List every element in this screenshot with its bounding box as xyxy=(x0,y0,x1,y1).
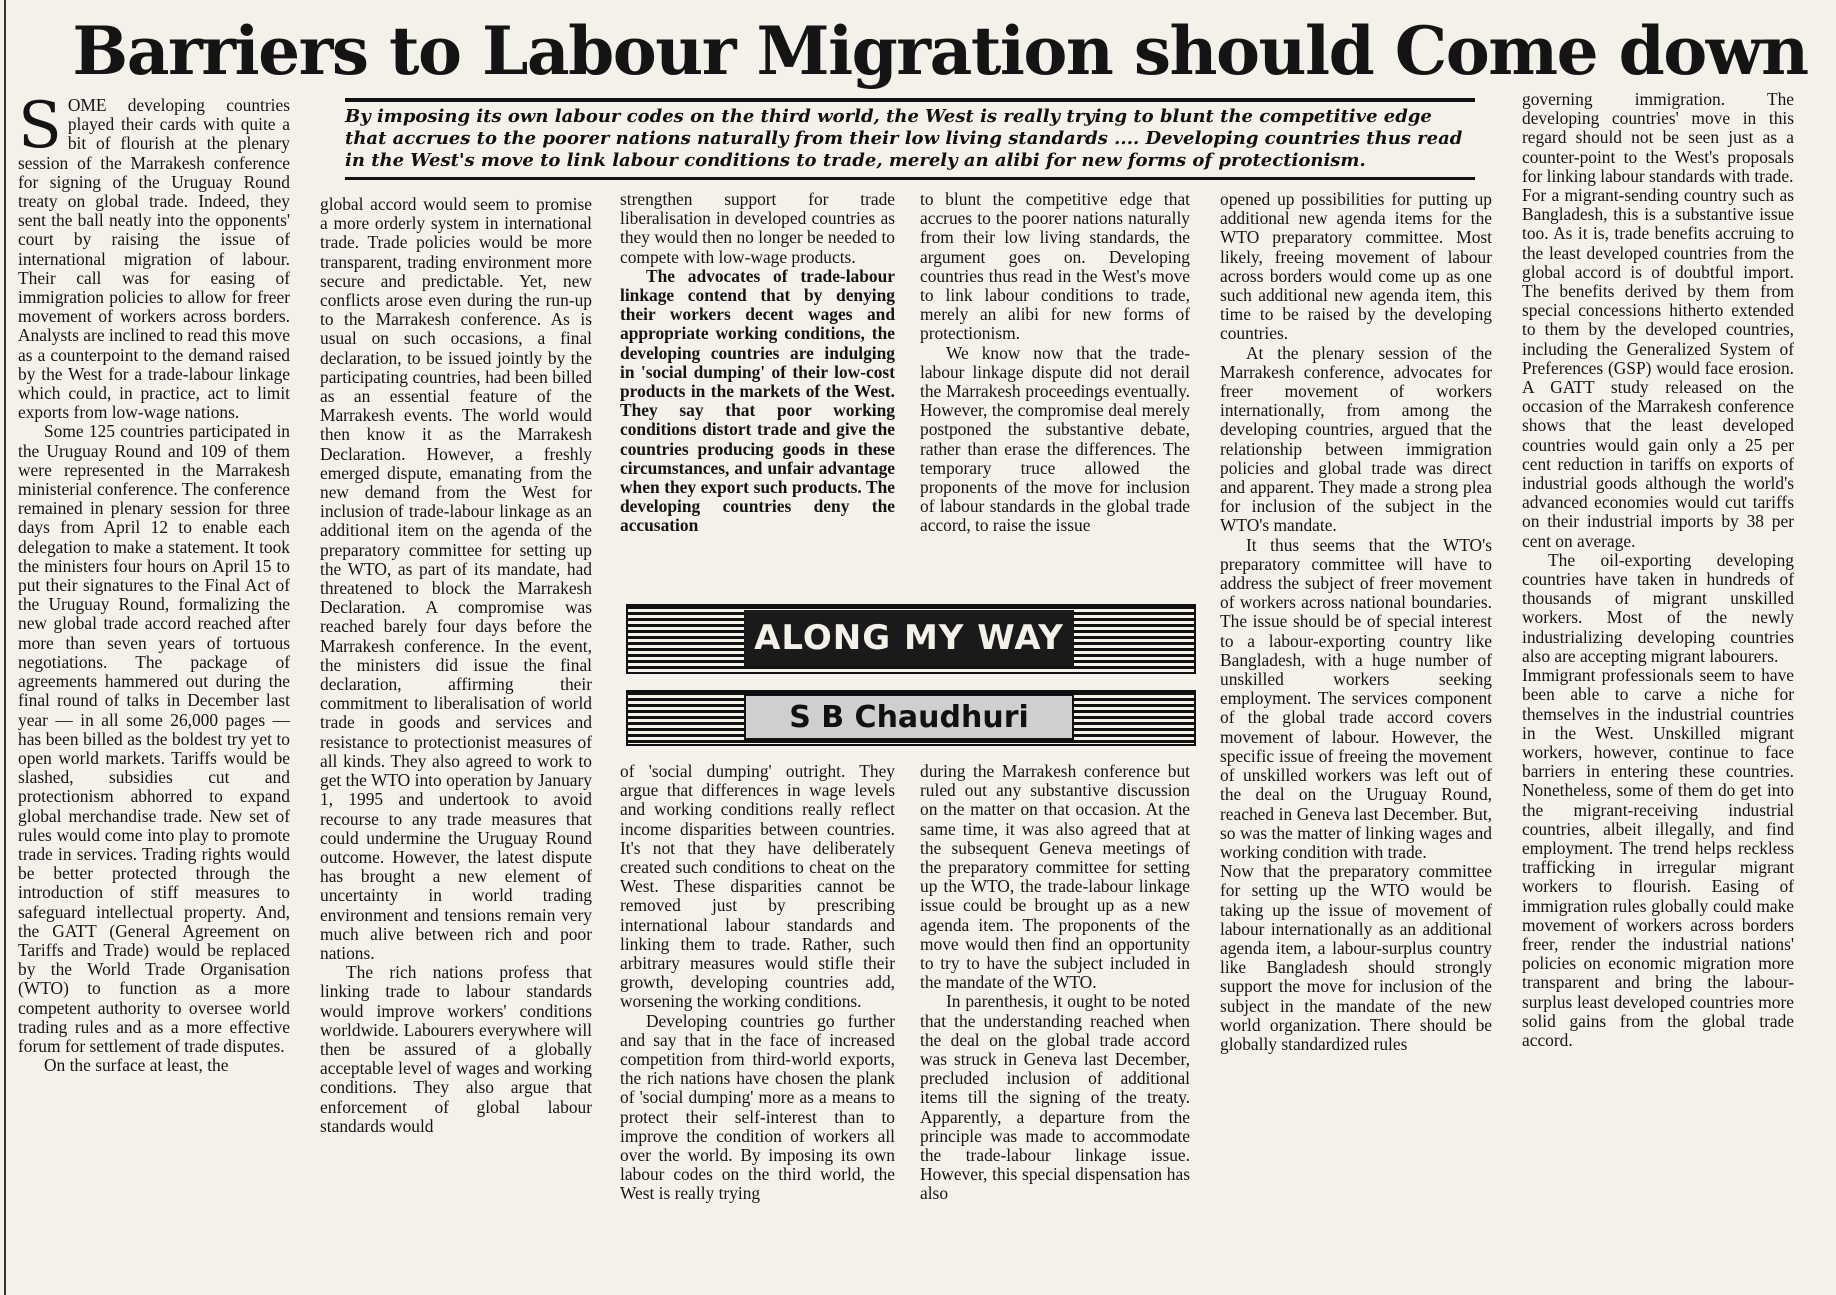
paragraph: Developing countries go further and say that in the face of increased competition from third-world exports, the rich nations have chosen the plank of 'social dumping' more as a means to protect their self-interest than to improve the condition of workers all over the world. By imposing its own labour codes on the third world, the West is really trying xyxy=(620,1010,895,1204)
article-column-5 xyxy=(1220,190,1492,1295)
paragraph: governing immigration. The developing countries' move in this regard should not be seen just as a counter-point to the West's proposals for linking labour standards with trade. xyxy=(1522,90,1794,186)
paragraph: The rich nations profess that linking trade to labour standards would improve workers' conditions worldwide. Labourers everywhere will then be assured of a globally acceptable level of wages and working conditions. They also argue that enforcement of global labour standards would xyxy=(320,962,592,1136)
author-byline: S B Chaudhuri xyxy=(744,694,1074,740)
article-column-4-bottom xyxy=(920,762,1190,1295)
lead-paragraph-text: OME developing countries played their cards with quite a bit of flourish at the plenary session of the Marrakesh conference for signing of the Uruguay Round treaty on global trade. Indeed, they sent the ball neatly into the opponents' court by raising the issue of international migration of labour. Their call was for easing of immigration policies to allow for freer movement of workers across borders. Analysts are inclined to read this move as a counterpoint to the demand raised by the West for a trade-labour linkage which could, in practice, act to limit exports from low-wage nations. xyxy=(18,96,290,423)
paragraph: The oil-exporting developing countries have taken in hundreds of thousands of migrant unskilled workers. Most of the newly industrializing developing countries also are accepting migrant labourers. xyxy=(1522,549,1794,666)
article-column-1 xyxy=(18,96,290,1295)
page-edge-rule xyxy=(4,0,6,1295)
paragraph: during the Marrakesh conference but ruled out any substantive discussion on the matter on that occasion. At the same time, it was also agreed that at the subsequent Geneva meetings of the preparatory committee for setting up the WTO, the trade-labour linkage issue could be brought up as a new agenda item. The proponents of the move would then find an opportunity to try to have the subject included in the mandate of the WTO. xyxy=(920,762,1190,993)
paragraph: The advocates of trade-labour linkage contend that by denying their workers decent wages and appropriate working conditions, the developing countries are indulging in 'social dumping' of their low-cost products in the markets of the West. They say that poor working conditions distort trade and give the countries producing goods in these circumstances, and unfair advantage when they export such products. The developing countries deny the accusation xyxy=(620,265,895,536)
paragraph: In parenthesis, it ought to be noted that the understanding reached when the deal on the global trade accord was struck in Geneva last December, precluded inclusion of additional items till the signing of the treaty. Apparently, a departure from the principle was made to accommodate the trade-labour linkage issue. However, this special dispensation has also xyxy=(920,991,1190,1204)
headline: Barriers to Labour Migration should Come down xyxy=(72,12,1808,90)
article-column-3-top xyxy=(620,190,895,582)
drop-cap: S xyxy=(18,96,62,163)
paragraph: Some 125 countries participated in the Uruguay Round and 109 of them were represented in the Marrakesh ministerial conference. The conference remained in plenary session for three days from April 12 to enable each delegation to make a statement. It took the ministers four hours on April 15 to put their signatures to the Final Act of the Uruguay Round, formalizing the new global trade accord reached after more than seven years of tortuous negotiations. The package of agreements hammered out during the final round of talks in December last year — in all some 26,000 pages — has been billed as the boldest try yet to open world markets. Tariffs would be slashed, subsidies cut and protectionism abhorred to expand global merchandise trade. New set of rules would come into play to promote trade in services. Trading rights would be better protected through the introduction of stiff measures to safeguard intellectual property. And, the GATT (General Agreement on Tariffs and Trade) would be replaced by the World Trade Organisation (WTO) to function as a more competent authority to oversee world trading rules and as a more effective forum for settlement of trade disputes. xyxy=(18,421,290,1056)
paragraph: Immigrant professionals seem to have been able to carve a niche for themselves in the industrial countries in the West. Unskilled migrant workers, however, continue to face barriers in entering these countries. Nonetheless, some of them do get into the migrant-receiving industrial countries, albeit illegally, and find employment. The trend helps reckless trafficking in irregular migrant workers to flourish. Easing of immigration rules globally could make movement of workers across borders freer, render the industrial nations' policies on economic migration more transparent and bring the labour-surplus least developed countries more solid gains from the global trade accord. xyxy=(1522,665,1794,1050)
article-column-6 xyxy=(1522,90,1794,1295)
column-title: ALONG MY WAY xyxy=(744,610,1074,666)
paragraph: to blunt the competitive edge that accrues to the poorer nations naturally from their low living standards, the argument goes on. Developing countries thus read in the West's move to link labour conditions to trade, merely an alibi for new forms of protectionism. xyxy=(920,190,1190,344)
lead-paragraph xyxy=(18,96,290,422)
paragraph: We know now that the trade-labour linkage dispute did not derail the Marrakesh proceedings eventually. However, the compromise deal merely postponed the substantive debate, rather than erase the differences. The temporary truce allowed the proponents of the move for inclusion of labour standards in the global trade accord, to raise the issue xyxy=(920,342,1190,536)
paragraph: At the plenary session of the Marrakesh conference, advocates for freer movement of workers internationally, from among the developing countries, argued that the relationship between immigration policies and global trade was direct and apparent. They made a strong plea for inclusion of the subject in the WTO's mandate. xyxy=(1220,342,1492,536)
column-banner xyxy=(626,604,1196,746)
paragraph: opened up possibilities for putting up additional new agenda items for the WTO preparatory committee. Most likely, freeing movement of labour across borders would come up as one such additional new agenda item, this time to be raised by the developing countries. xyxy=(1220,190,1492,344)
article-column-4-top xyxy=(920,190,1190,582)
paragraph: For a migrant-sending country such as Bangladesh, this is a substantive issue too. As it is, trade benefits accruing to the least developed countries from the global accord is of doubtful import. The benefits derived by them from special concessions hitherto extended to them by the developed countries, including the Generalized System of Preferences (GSP) would face erosion. A GATT study released on the occasion of the Marrakesh conference shows that the least developed countries would gain only a 25 per cent reduction in tariffs on exports of industrial goods although the world's advanced economies would cut tariffs on their industrial imports by 38 per cent on average. xyxy=(1522,185,1794,551)
paragraph: strengthen support for trade liberalisation in developed countries as they would then no longer be needed to compete with low-wage products. xyxy=(620,190,895,267)
paragraph: It thus seems that the WTO's preparatory committee will have to address the subject of freer movement of workers across national boundaries. The issue should be of special interest to a labour-exporting country like Bangladesh, with a huge number of unskilled workers seeking employment. The services component of the global trade accord covers movement of labour. However, the specific issue of freeing the movement of unskilled workers was left out of the deal on the Uruguay Round, reached in Geneva last December. But, so was the matter of linking wages and working condition with trade. xyxy=(1220,534,1492,862)
paragraph: Now that the preparatory committee for setting up the WTO would be taking up the issue of movement of labour internationally as an additional agenda item, a labour-surplus country like Bangladesh should strongly support the move for inclusion of the subject in the mandate of the new world organization. There should be globally standardized rules xyxy=(1220,861,1492,1054)
paragraph: global accord would seem to promise a more orderly system in international trade. Trade policies would be more transparent, trading environment more secure and predictable. Yet, new conflicts arose even during the run-up to the Marrakesh conference. As is usual on such occasions, a final declaration, to be issued jointly by the participating countries, had been billed as an essential feature of the Marrakesh events. The world would then know it as the Marrakesh Declaration. However, a freshly emerged dispute, emanating from the new demand from the West for inclusion of trade-labour linkage as an additional item on the agenda of the preparatory committee for setting up the WTO, as part of its mandate, had threatened to block the Marrakesh Declaration. A compromise was reached barely four days before the Marrakesh conference. In the event, the ministers did issue the final declaration, affirming their commitment to liberalisation of world trade in goods and services and resistance to protectionist measures of all kinds. They also agreed to work to get the WTO into operation by January 1, 1995 and undertook to avoid recourse to any trade measures that could undermine the Uruguay Round outcome. However, the latest dispute has brought a new element of uncertainty in world trading environment and tensions remain very much alive between rich and poor nations. xyxy=(320,195,592,963)
paragraph: of 'social dumping' outright. They argue that differences in wage levels and working conditions really reflect income disparities between countries. It's not that they have deliberately created such conditions to cheat on the West. These disparities cannot be removed just by prescribing international labour standards and linking them to trade. Rather, such arbitrary measures would stifle their growth, developing countries add, worsening the working conditions. xyxy=(620,762,895,1012)
paragraph: On the surface at least, the xyxy=(44,1055,229,1076)
pull-quote: By imposing its own labour codes on the third world, the West is really trying to blunt the competitive edge that accrues to the poorer nations naturally from their low living standards .... Developing countries thus read in the West's move to link labour conditions to trade, merely an alibi for new forms of protectionism. xyxy=(345,98,1475,180)
article-column-3-bottom xyxy=(620,762,895,1295)
article-column-2 xyxy=(320,195,592,1295)
